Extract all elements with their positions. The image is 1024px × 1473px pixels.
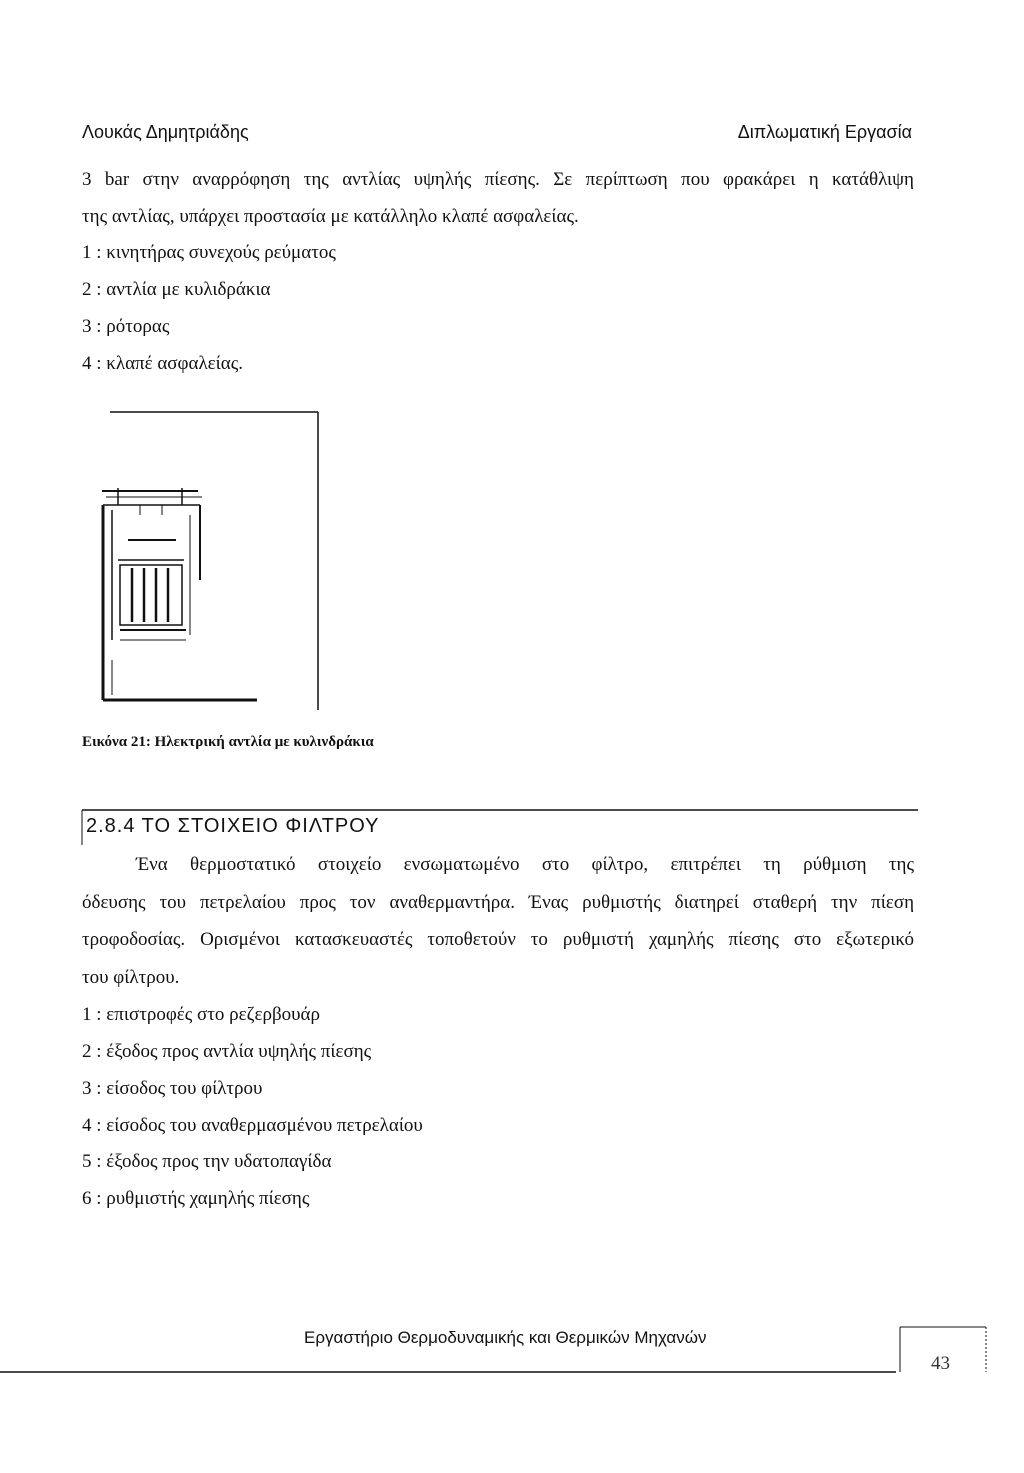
intro-line-1: 3 bar στην αναρρόφηση της αντλίας υψηλής πίεσης. Σε περίπτωση που φρακάρει η κατάθλιψη [82,169,914,190]
figure-caption: Εικόνα 21: Ηλεκτρική αντλία με κυλινδράκια [82,734,374,750]
intro-legend-item-3: 3 : ρότορας [82,316,170,337]
pump-drawing [102,488,257,700]
section-legend-item-4: 4 : είσοδος του αναθερμασμένου πετρελαίου [82,1115,423,1136]
section-para-line-1: Ένα θερμοστατικό στοιχείο ενσωματωμένο στο φίλτρο, επιτρέπει τη ρύθμιση της [136,854,914,875]
intro-legend-item-4: 4 : κλαπέ ασφαλείας. [82,353,243,374]
figure-frame [110,412,318,710]
section-legend-item-3: 3 : είσοδος του φίλτρου [82,1078,263,1099]
header-author: Λουκάς Δημητριάδης [82,122,249,142]
section-legend-item-6: 6 : ρυθμιστής χαμηλής πίεσης [82,1188,310,1209]
section-para-line-4: του φίλτρου. [82,967,180,988]
section-legend-item-2: 2 : έξοδος προς αντλία υψηλής πίεσης [82,1041,372,1062]
section-title: 2.8.4 ΤΟ ΣΤΟΙΧΕΙΟ ΦΙΛΤΡΟΥ [86,815,380,837]
footer-lab-name: Εργαστήριο Θερμοδυναμικής και Θερμικών Μηχανών [304,1328,707,1347]
section-legend-item-5: 5 : έξοδος προς την υδατοπαγίδα [82,1151,332,1172]
section-para-line-3: τροφοδοσίας. Ορισμένοι κατασκευαστές τοποθετούν το ρυθμιστή χαμηλής πίεσης στο εξωτερικό [82,929,914,950]
intro-line-2: της αντλίας, υπάρχει προστασία με κατάλληλο κλαπέ ασφαλείας. [82,206,579,227]
page-number: 43 [931,1353,950,1374]
section-para-line-2: όδευσης του πετρελαίου προς τον αναθερμαντήρα. Ένας ρυθμιστής διατηρεί σταθερή την πίεση [82,892,914,913]
section-legend-item-1: 1 : επιστροφές στο ρεζερβουάρ [82,1004,320,1025]
intro-legend-item-2: 2 : αντλία με κυλιδράκια [82,279,271,300]
intro-legend-item-1: 1 : κινητήρας συνεχούς ρεύματος [82,242,336,263]
header-doc-type: Διπλωματική Εργασία [737,122,912,142]
